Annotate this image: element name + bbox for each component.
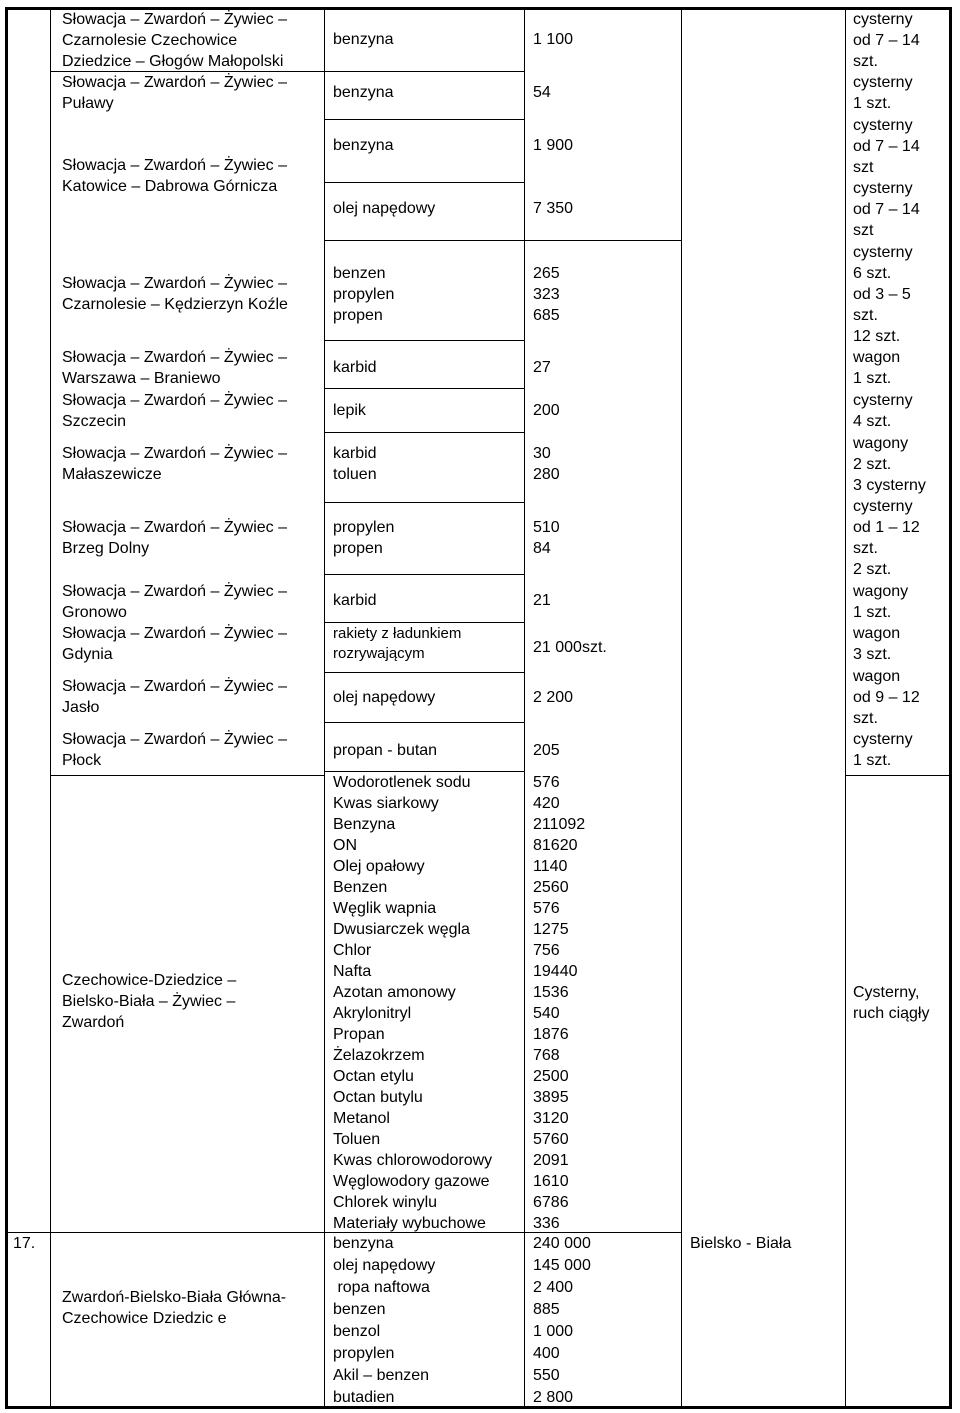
material-name: olej napędowy: [333, 689, 436, 706]
material-divider: [324, 432, 525, 433]
material-name: benzyna: [333, 31, 394, 48]
route-text: Słowacja – Zwardoń – Żywiec – Katowice – Dabrowa Górnicza: [62, 157, 287, 195]
big-material-name: Metanol: [333, 1110, 390, 1127]
material-divider: [324, 182, 525, 183]
col-divider-transport-left: [845, 9, 846, 1407]
row17-quantity-value: 145 000: [533, 1257, 591, 1274]
big-material-name: Olej opałowy: [333, 858, 425, 875]
big-quantity-value: 1610: [533, 1173, 569, 1190]
route-text: Zwardoń-Bielsko-Biała Główna- Czechowice Dziedzic e: [62, 1289, 287, 1327]
big-material-name: Chlorek winylu: [333, 1194, 438, 1211]
big-quantity-value: 756: [533, 942, 560, 959]
route-text: Słowacja – Zwardoń – Żywiec – Jasło: [62, 678, 287, 716]
big-material-name: Octan etylu: [333, 1068, 414, 1085]
route-text: Słowacja – Zwardoń – Żywiec – Czarnolesie – Kędzierzyn Koźle: [62, 275, 288, 313]
material-name: propan - butan: [333, 742, 438, 759]
material-divider: [324, 340, 525, 341]
quantity-value: 21: [533, 592, 551, 609]
big-quantity-value: 5760: [533, 1131, 569, 1148]
row17-location: Bielsko - Biała: [690, 1235, 792, 1252]
quantity-value: 510 84: [533, 519, 560, 557]
material-divider: [324, 240, 525, 241]
col-divider-qty-left: [524, 9, 525, 1407]
big-material-name: Materiały wybuchowe: [333, 1215, 486, 1232]
big-block-quantities: [533, 772, 585, 1234]
big-quantity-value: 2500: [533, 1068, 569, 1085]
transport-text: cysterny od 1 – 12 szt. 2 szt.: [853, 498, 920, 578]
transport-text: wagon 3 szt.: [853, 625, 901, 663]
material-name: rakiety z ładunkiem rozrywającym: [333, 625, 462, 662]
big-material-name: Kwas chlorowodorowy: [333, 1152, 493, 1169]
quantity-value: 205: [533, 742, 560, 759]
qty-divider: [524, 240, 682, 241]
route-text: Słowacja – Zwardoń – Żywiec – Szczecin: [62, 392, 287, 430]
row17-material-name: olej napędowy: [333, 1257, 436, 1274]
big-material-name: Benzen: [333, 879, 388, 896]
big-material-name: Chlor: [333, 942, 372, 959]
quantity-value: 30 280: [533, 445, 560, 483]
row17-quantity-value: 240 000: [533, 1235, 591, 1252]
row17-material-name: butadien: [333, 1389, 395, 1406]
material-name: benzyna: [333, 137, 394, 154]
transport-text: cysterny od 7 – 14 szt.: [853, 11, 920, 70]
big-material-name: Węglik wapnia: [333, 900, 437, 917]
material-divider: [324, 574, 525, 575]
quantity-value: 27: [533, 359, 551, 376]
big-quantity-value: 540: [533, 1005, 560, 1022]
material-divider: [324, 71, 525, 72]
row-number: 17.: [13, 1235, 36, 1252]
big-quantity-value: 576: [533, 900, 560, 917]
transport-text: cysterny od 7 – 14 szt: [853, 117, 920, 176]
material-name: karbid: [333, 592, 377, 609]
col-divider-route-right: [324, 9, 325, 1407]
material-name: lepik: [333, 402, 366, 419]
quantity-value: 1 100: [533, 31, 574, 48]
big-quantity-value: 336: [533, 1215, 560, 1232]
route-text: Słowacja – Zwardoń – Żywiec – Puławy: [62, 74, 287, 112]
row17-material-name: ropa naftowa: [333, 1279, 430, 1296]
big-quantity-value: 19440: [533, 963, 578, 980]
big-material-name: Azotan amonowy: [333, 984, 456, 1001]
big-quantity-value: 2091: [533, 1152, 569, 1169]
big-quantity-value: 420: [533, 795, 560, 812]
transport-text: cysterny 6 szt. od 3 – 5 szt. 12 szt.: [853, 244, 913, 345]
transport-text: wagony 2 szt. 3 cysterny: [853, 435, 926, 494]
row17-material-name: Akil – benzen: [333, 1367, 430, 1384]
route-text: Słowacja – Zwardoń – Żywiec – Brzeg Dolny: [62, 519, 287, 557]
transport-divider: [845, 775, 950, 776]
big-quantity-value: 3895: [533, 1089, 569, 1106]
transport-text: cysterny 1 szt.: [853, 731, 913, 769]
transport-text: cysterny od 7 – 14 szt: [853, 180, 920, 239]
big-material-name: Węglowodory gazowe: [333, 1173, 490, 1190]
route-text: Słowacja – Zwardoń – Żywiec – Gdynia: [62, 625, 287, 663]
big-quantity-value: 1275: [533, 921, 569, 938]
big-material-name: Kwas siarkowy: [333, 795, 439, 812]
material-divider: [324, 119, 525, 120]
quantity-value: 1 900: [533, 137, 574, 154]
route-text: Słowacja – Zwardoń – Żywiec – Gronowo: [62, 583, 287, 621]
material-name: benzyna: [333, 84, 394, 101]
row17-material-name: benzol: [333, 1323, 381, 1340]
big-material-name: Akrylonitryl: [333, 1005, 412, 1022]
row17-quantities: [533, 1233, 591, 1409]
big-material-name: Propan: [333, 1026, 385, 1043]
material-divider: [324, 502, 525, 503]
big-material-name: Octan butylu: [333, 1089, 423, 1106]
big-quantity-value: 81620: [533, 837, 578, 854]
row17-quantity-value: 400: [533, 1345, 560, 1362]
row17-quantity-value: 2 400: [533, 1279, 574, 1296]
quantity-value: 54: [533, 84, 551, 101]
quantity-value: 200: [533, 402, 560, 419]
route-text: Czechowice-Dziedzice – Bielsko-Biała – Żywiec – Zwardoń: [62, 972, 237, 1031]
material-name: karbid toluen: [333, 445, 377, 483]
quantity-value: 21 000szt.: [533, 639, 607, 656]
material-divider: [324, 672, 525, 673]
transport-text: cysterny 1 szt.: [853, 74, 913, 112]
big-material-name: Toluen: [333, 1131, 381, 1148]
big-material-name: Dwusiarczek węgla: [333, 921, 470, 938]
material-name: olej napędowy: [333, 200, 436, 217]
row17-quantity-value: 550: [533, 1367, 560, 1384]
material-divider: [324, 722, 525, 723]
row17-material-name: propylen: [333, 1345, 395, 1362]
material-divider: [324, 622, 525, 623]
quantity-value: 2 200: [533, 689, 574, 706]
route-text: Słowacja – Zwardoń – Żywiec – Małaszewicze: [62, 445, 287, 483]
material-divider: [324, 388, 525, 389]
material-name: propylen propen: [333, 519, 395, 557]
big-material-name: Nafta: [333, 963, 372, 980]
quantity-value: 7 350: [533, 200, 574, 217]
row17-material-name: benzen: [333, 1301, 386, 1318]
big-material-name: ON: [333, 837, 357, 854]
row17-quantity-value: 885: [533, 1301, 560, 1318]
material-name: benzen propylen propen: [333, 265, 395, 324]
route-divider: [6, 1232, 325, 1233]
transport-text: cysterny 4 szt.: [853, 392, 913, 430]
route-text: Słowacja – Zwardoń – Żywiec – Płock: [62, 731, 287, 769]
big-quantity-value: 1876: [533, 1026, 569, 1043]
col-divider-route-left: [50, 9, 51, 1407]
big-quantity-value: 2560: [533, 879, 569, 896]
quantity-value: 265 323 685: [533, 265, 560, 324]
route-text: Słowacja – Zwardoń – Żywiec – Czarnolesie Czechowice Dziedzice – Głogów Małopolski: [62, 11, 287, 70]
transport-text: wagon 1 szt.: [853, 349, 901, 387]
big-quantity-value: 1536: [533, 984, 569, 1001]
col-divider-qty-right: [681, 9, 682, 1407]
route-text: Słowacja – Zwardoń – Żywiec – Warszawa – Braniewo: [62, 349, 287, 387]
material-name: karbid: [333, 359, 377, 376]
route-divider: [50, 775, 325, 776]
big-block-materials: [333, 772, 492, 1234]
big-quantity-value: 1140: [533, 858, 568, 875]
row17-quantity-value: 1 000: [533, 1323, 574, 1340]
big-quantity-value: 768: [533, 1047, 560, 1064]
big-material-name: Wodorotlenek sodu: [333, 774, 471, 791]
big-quantity-value: 3120: [533, 1110, 569, 1127]
big-quantity-value: 6786: [533, 1194, 569, 1211]
big-material-name: Żelazokrzem: [333, 1047, 425, 1064]
big-quantity-value: 576: [533, 774, 560, 791]
transport-text: Cysterny, ruch ciągły: [853, 984, 930, 1022]
row17-material-name: benzyna: [333, 1235, 394, 1252]
big-material-name: Benzyna: [333, 816, 396, 833]
transport-text: wagon od 9 – 12 szt.: [853, 668, 920, 727]
big-quantity-value: 211092: [533, 816, 586, 833]
row17-materials: [333, 1233, 435, 1409]
transport-text: wagony 1 szt.: [853, 583, 909, 621]
row17-quantity-value: 2 800: [533, 1389, 574, 1406]
